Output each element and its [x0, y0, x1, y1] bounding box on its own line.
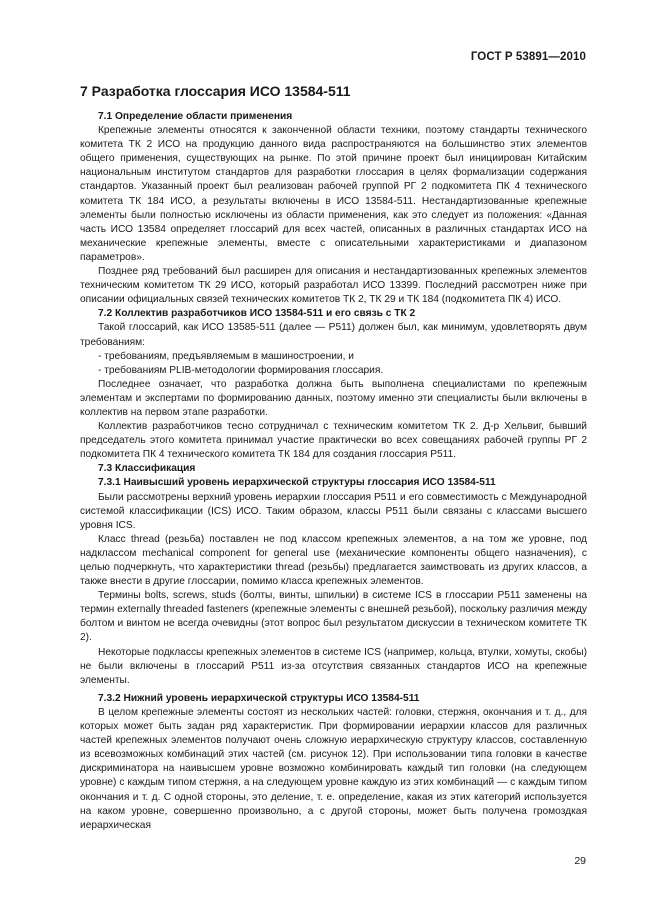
paragraph: Позднее ряд требований был расширен для описания и нестандартизованных крепежных элементов техническим комитетом ТК 29 ИСО, который разработал ИСО 13399. Последний рассмотрен ниже при описании официальных связей технических комитетов ТК 2, ТК 29 и ТК 184 (подкомитета ПК 4) ИСО. [80, 266, 587, 306]
chapter-title: 7 Разработка глоссария ИСО 13584-511 [80, 83, 351, 99]
section-title-7-2: 7.2 Коллектив разработчиков ИСО 13584-511 и его связь с ТК 2 [98, 308, 416, 320]
paragraph: Были рассмотрены верхний уровень иерархии глоссария Р511 и его совместимость с Международной системой классификации (ICS) ИСО. Таким образом, классы Р511 были связаны с классами высшего уровня ICS. [80, 491, 587, 531]
paragraph: В целом крепежные элементы состоят из нескольких частей: головки, стержня, окончания и т. д., для которых может быть задан ряд характеристик. При формировании иерархии классов для различных частей крепежных элементов получают очень сложную иерархическую структуру классов, составленную из всевозможных комбинаций этих частей (см. рисунок 12). При использовании типа головки в качестве дискриминатора на наивысшем уровне возможно комбинировать каждый тип головки (на следующем уровне) с каждым типом стержня, а на следующем уровне каждую из этих комбинаций — с каждым типом окончания и т. д. С одной стороны, это деление, т. е. определение, какая из этих категорий используется на каком уровне, совершенно произвольно, а с другой стороны, может быть получена громоздкая иерархическая [80, 706, 587, 831]
paragraph: Крепежные элементы относятся к законченной области техники, поэтому стандарты технического комитета ТК 2 ИСО на продукцию данного вида распространяются на большинство этих элементов общего применения, существующих на рынке. По этой причине проект был инициирован Китайским национальным институтом стандартов для разработки глоссария в целях формализации содержания стандартов. Указанный проект был реализован рабочей группой РГ 2 подкомитета ПК 4 технического комитета ТК 184 ИСО, а результаты включены в ИСО 13584-511. Нестандартизованные крепежные элементы были полностью исключены из области применения, как это следует из положения: «Данная часть ИСО 13584 определяет глоссарий для всех частей, описанных в различных стандартах ИСО на механические крепежные элементы, вместе с описательными характеристиками и диапазоном параметров». [80, 125, 587, 263]
paragraph: Термины bolts, screws, studs (болты, винты, шпильки) в системе ICS в глоссарии Р511 заменены на термин externally threaded fasteners (крепежные элементы с внешней резьбой), поскольку различия между болтом и винтом не всегда очевидны (этот вопрос был результатом дискуссии в техническом комитете ТК 2). [80, 590, 587, 644]
paragraph: Коллектив разработчиков тесно сотрудничал с техническим комитетом ТК 2. Д-р Хельвиг, бывший председатель этого комитета принимал участие практически во всех совещаниях рабочей группы РГ 2 подкомитета ПК 4 технического комитета ТК 184 для создания глоссария Р511. [80, 421, 587, 461]
list-item: - требованиям PLIB-методологии формирования глоссария. [98, 364, 384, 376]
page-number: 29 [574, 855, 586, 867]
section-title-7-3-1: 7.3.1 Наивысший уровень иерархической структуры глоссария ИСО 13584-511 [98, 477, 496, 489]
paragraph: Класс thread (резьба) поставлен не под классом крепежных элементов, а на том же уровне, под надклассом mechanical component for general use (механические компоненты общего назначения), с целью подчеркнуть, что характеристики thread (резьбы) предлагается заимствовать из других классов, а также внести в другие глоссарии, помимо класса крепежных элементов. [80, 533, 587, 588]
section-title-7-1: 7.1 Определение области применения [98, 111, 293, 122]
paragraph: Такой глоссарий, как ИСО 13585-511 (далее — Р511) должен был, как минимум, удовлетворять двум требованиям: [80, 322, 587, 348]
standard-code: ГОСТ Р 53891—2010 [470, 51, 586, 63]
paragraph: Некоторые подклассы крепежных элементов в системе ICS (например, кольца, втулки, хомуты, скобы) не были включены в глоссарий Р511 из-за отсутствия связанных стандартов ИСО на крепежные элементы. [80, 646, 587, 686]
paragraph: Последнее означает, что разработка должна быть выполнена специалистами по крепежным элементам и экспертами по формированию данных, поэтому именно эти специалисты были включены в коллектив на первом этапе разработки. [80, 378, 587, 418]
page-body [80, 82, 587, 833]
list-item: - требованиям, предъявляемым в машиностроении, и [98, 350, 354, 362]
section-title-7-3: 7.3 Классификация [98, 463, 196, 475]
section-title-7-3-2: 7.3.2 Нижний уровень иерархической структуры ИСО 13584-511 [98, 692, 420, 704]
